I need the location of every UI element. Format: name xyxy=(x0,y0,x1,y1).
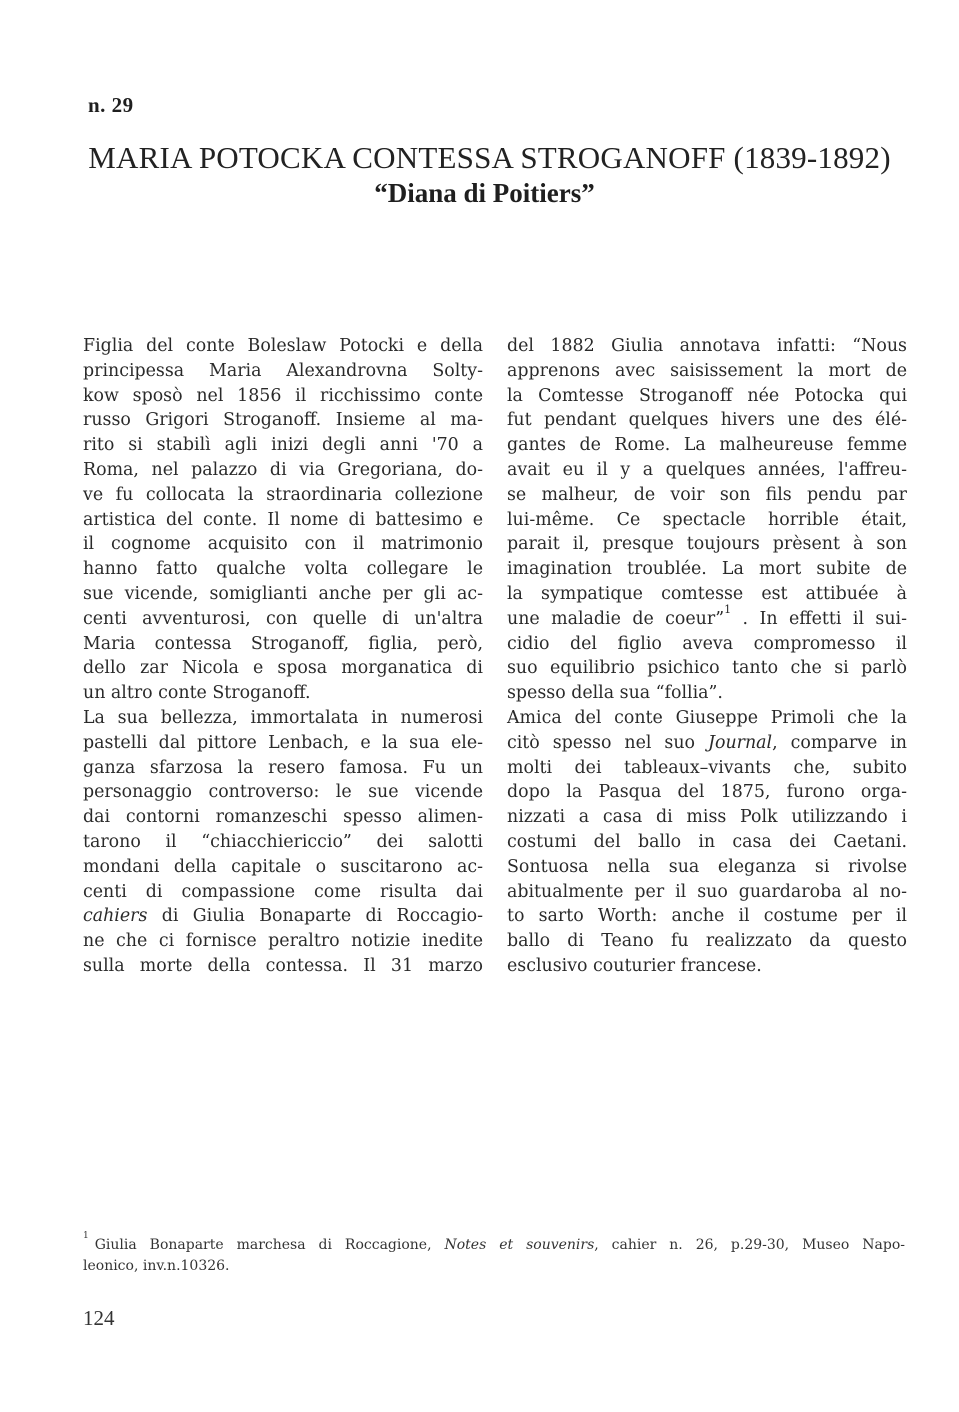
article-title xyxy=(0,140,959,209)
text-line: fut pendant quelques hivers une des élé- xyxy=(507,410,907,431)
text-line xyxy=(507,731,907,756)
text-line: sue vicende, somiglianti anche per gli ac- xyxy=(83,583,483,604)
text-line xyxy=(83,904,483,929)
text-line: la Comtesse Stroganoff née Potocka qui xyxy=(507,385,907,406)
footnote-source-title: Notes et souvenirs xyxy=(444,1237,595,1253)
text-line: suo equilibrio psichico tanto che si parlò xyxy=(507,658,907,679)
right-column xyxy=(507,334,907,979)
text-line: lui-même. Ce spectacle horrible était, xyxy=(507,509,907,530)
text-line: centi avventurosi, con quelle di un'altra xyxy=(83,608,483,629)
text-line: pastelli dal pittore Lenbach, e la sua ele- xyxy=(83,732,483,753)
text-line: ganza sfarzosa la resero famosa. Fu un xyxy=(83,757,483,778)
text-line: gantes de Rome. La malheureuse femme xyxy=(507,435,907,456)
text-line: to sarto Worth: anche il costume per il xyxy=(507,906,907,927)
footnote-marker: 1 xyxy=(83,1231,89,1241)
text-line: abitualmente per il suo guardaroba al no- xyxy=(507,881,907,902)
text-line: kow sposò nel 1856 il ricchissimo conte xyxy=(83,385,483,406)
text-line: apprenons avec saisissement la mort de xyxy=(507,360,907,381)
footnote-text: Giulia Bonaparte marchesa di Roccagione, xyxy=(94,1237,445,1253)
text-line: La sua bellezza, immortalata in numerosi xyxy=(83,707,483,728)
cahiers-title: cahiers xyxy=(83,906,148,927)
text-line: imagination troublée. La mort subite de xyxy=(507,559,907,580)
journal-title: Journal xyxy=(708,732,773,753)
text-line: un altro conte Stroganoff. xyxy=(83,683,311,704)
text-line: Amica del conte Giuseppe Primoli che la xyxy=(507,707,907,728)
text-line: centi di compassione come risulta dai xyxy=(83,881,483,902)
text-fragment: , comparve in xyxy=(772,732,907,753)
text-line: ne che ci fornisce peraltro notizie inedite xyxy=(83,931,483,952)
text-line: principessa Maria Alexandrovna Solty- xyxy=(83,360,483,381)
text-fragment: di Giulia Bonaparte di Roccagio- xyxy=(147,906,483,927)
text-fragment: citò spesso nel suo xyxy=(507,732,709,753)
text-fragment: . In effetti il sui- xyxy=(731,608,907,629)
text-line: molti dei tableaux–vivants che, subito xyxy=(507,757,907,778)
text-fragment: une maladie de coeur” xyxy=(507,608,725,629)
text-line: dopo la Pasqua del 1875, furono orga- xyxy=(507,782,907,803)
text-line: cidio del figlio aveva compromesso il xyxy=(507,633,907,654)
text-line: spesso della sua “follia”. xyxy=(507,683,723,704)
entry-number: n. 29 xyxy=(88,93,134,117)
text-line: dai contorni romanzeschi spesso alimen- xyxy=(83,807,483,828)
footnote-text: , cahier n. 26, p.29-30, Museo Napo- xyxy=(594,1237,905,1253)
footnote-line: leonico, inv.n.10326. xyxy=(83,1258,230,1274)
footnote-line xyxy=(83,1231,905,1256)
text-line xyxy=(507,602,907,632)
text-line: ballo di Teano fu realizzato da questo xyxy=(507,931,907,952)
text-line: artistica del conte. Il nome di battesimo e xyxy=(83,509,483,530)
text-line: costumi del ballo in casa dei Caetani. xyxy=(507,831,907,852)
text-line: personaggio controverso: le sue vicende xyxy=(83,782,483,803)
text-line: Sontuosa nella sua eleganza si rivolse xyxy=(507,856,907,877)
text-line: il cognome acquisito con il matrimonio xyxy=(83,534,483,555)
text-line: avait eu il y a quelques années, l'affreu- xyxy=(507,459,907,480)
text-line: nizzati a casa di miss Polk utilizzando i xyxy=(507,807,907,828)
footnote xyxy=(83,1231,905,1277)
text-line: tarono il “chiacchiericcio” dei salotti xyxy=(83,831,483,852)
text-line: la sympatique comtesse est attibuée à xyxy=(507,583,907,604)
text-line: parait il, presque toujours prèsent à son xyxy=(507,534,907,555)
text-line: esclusivo couturier francese. xyxy=(507,955,762,976)
footnote-reference: 1 xyxy=(724,602,732,616)
text-line: del 1882 Giulia annotava infatti: “Nous xyxy=(507,336,907,356)
text-line: rito si stabilì agli inizi degli anni '70 a xyxy=(83,435,483,456)
left-column xyxy=(83,334,483,979)
text-line: Roma, nel palazzo di via Gregoriana, do- xyxy=(83,459,483,480)
text-line: hanno fatto qualche volta collegare le xyxy=(83,559,483,580)
page-number: 124 xyxy=(83,1306,115,1330)
title-main: MARIA POTOCKA CONTESSA STROGANOFF (1839-1892) xyxy=(88,140,891,175)
text-line: Figlia del conte Boleslaw Potocki e della xyxy=(83,336,483,356)
text-line: ve fu collocata la straordinaria collezione xyxy=(83,484,483,505)
text-line: mondani della capitale o suscitarono ac- xyxy=(83,856,483,877)
text-line: sulla morte della contessa. Il 31 marzo xyxy=(83,955,483,976)
text-line: russo Grigori Stroganoff. Insieme al ma- xyxy=(83,410,483,431)
title-subtitle: “Diana di Poitiers” xyxy=(374,178,595,208)
text-line: Maria contessa Stroganoff, figlia, però, xyxy=(83,633,483,654)
text-line: dello zar Nicola e sposa morganatica di xyxy=(83,658,483,679)
text-line: se malheur, de voir son fils pendu par xyxy=(507,484,907,505)
